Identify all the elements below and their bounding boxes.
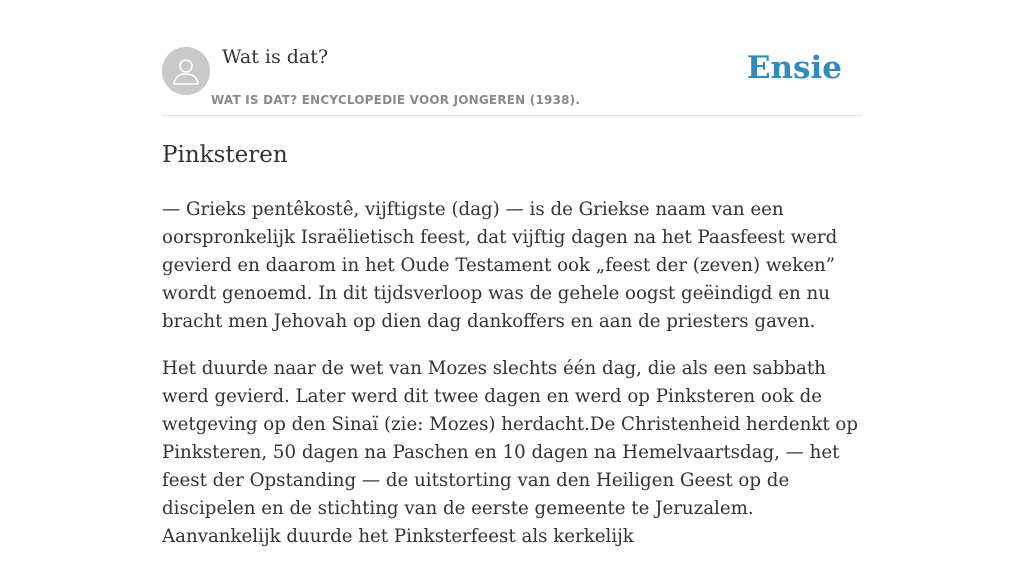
- article-paragraph-2: Het duurde naar de wet van Mozes slechts één dag, die als een sabbath werd gevierd. Later werd dit twee dagen en werd op Pinksteren ook de wetgeving op den Sinaï (zie: Mozes) herdacht.De Christenheid herdenkt op Pinksteren, 50 dagen na Paschen en 10 dagen na Hemelvaartsdag, — het feest der Opstanding — de uitstorting van den Heiligen Geest op de discipelen en de stichting van de eerste gemeente te Jeruzalem. Aanvankelijk duurde het Pinksterfeest als kerkelijk: [162, 358, 859, 547]
- ensie-logo-link[interactable]: Ensie: [746, 50, 842, 86]
- source-avatar[interactable]: [162, 47, 210, 95]
- user-silhouette-icon: [162, 47, 210, 95]
- article-paragraph-1: — Grieks pentêkostê, vijftigste (dag) — is de Griekse naam van een oorspronkelijk Israëlietisch feest, dat vijftig dagen na het Paasfeest werd gevierd en daarom in het Oude Testament ook „feest der (zeven) weken” wordt genoemd. In dit tijdsverloop was de gehele oogst geëindigd en nu bracht men Jehovah op dien dag dankoffers en aan de priesters gaven.: [162, 199, 838, 332]
- source-title[interactable]: Wat is dat?: [222, 46, 329, 68]
- source-subtitle[interactable]: WAT IS DAT? ENCYCLOPEDIE VOOR JONGEREN (1938).: [211, 93, 581, 107]
- article-title: Pinksteren: [162, 142, 288, 168]
- source-header: [162, 45, 862, 116]
- article: [162, 138, 864, 570]
